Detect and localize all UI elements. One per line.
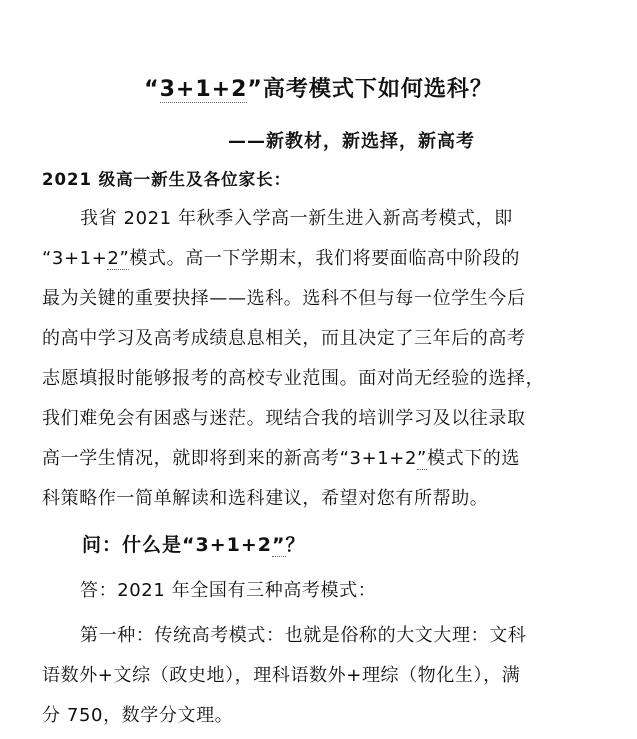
intro-line-7 [42, 439, 602, 479]
document-title [0, 72, 637, 103]
intro-line-2-dotted: 2” [107, 248, 130, 269]
question-heading [82, 530, 306, 557]
intro-paragraph [42, 199, 602, 519]
question-post: ？ [285, 534, 306, 556]
intro-line-7-dotted: ” [417, 448, 427, 469]
intro-line-3: 最为关键的重要抉择——选科。选科不但与每一位学生今后 [42, 288, 526, 309]
intro-line-6: 我们难免会有困惑与迷茫。现结合我的培训学习及以往录取 [42, 408, 526, 429]
greeting: 2021 级高一新生及各位家长： [42, 170, 292, 189]
intro-line-7-post: 模式下的选 [426, 448, 520, 469]
intro-line-2-pre: “3+1+ [42, 248, 108, 269]
intro-line-5: 志愿填报时能够报考的高校专业范围。面对尚无经验的选择， [42, 368, 545, 389]
mode-one-paragraph [42, 616, 602, 736]
title-open-quote: “ [144, 77, 160, 102]
title-formula: 3+1+2 [159, 77, 248, 102]
intro-line-2-post: 模式。高一下学期末，我们将要面临高中阶段的 [129, 248, 520, 269]
intro-line-8: 科策略作一简单解读和选科建议，希望对您有所帮助。 [42, 488, 489, 509]
intro-line-4: 的高中学习及高考成绩息息相关，而且决定了三年后的高考 [42, 328, 526, 349]
answer-intro: 答：2021 年全国有三种高考模式： [80, 580, 377, 601]
mode-one-line-1: 第一种：传统高考模式：也就是俗称的大文大理：文科 [80, 625, 527, 646]
intro-line-7-pre: 高一学生情况，就即将到来的新高考“3+1+2 [42, 448, 418, 469]
document-subtitle: ——新教材，新选择，新高考 [228, 131, 475, 152]
question-dotted: ” [272, 534, 286, 556]
question-pre: 问：什么是“3+1+2 [82, 534, 272, 556]
intro-line-2 [42, 239, 602, 279]
intro-line-1: 我省 2021 年秋季入学高一新生进入新高考模式，即 [80, 208, 513, 229]
title-rest: ”高考模式下如何选科？ [247, 77, 493, 102]
mode-one-line-2: 语数外+文综（政史地），理科语数外+理综（物化生），满 [42, 665, 521, 686]
mode-one-line-3: 分 750，数学分文理。 [42, 705, 234, 726]
